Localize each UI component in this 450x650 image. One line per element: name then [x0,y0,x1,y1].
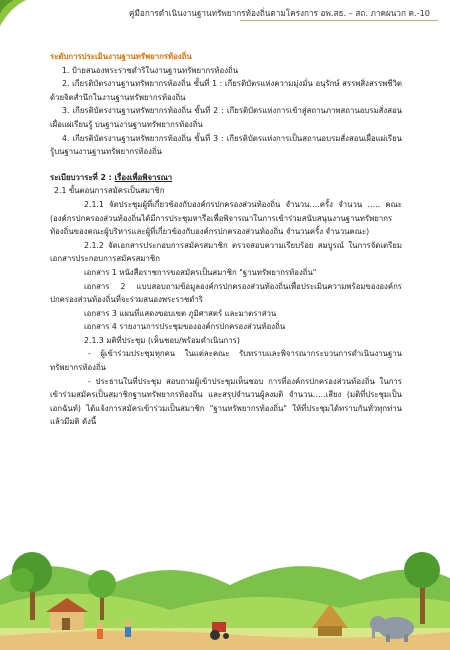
list-item: 1. ป้ายสนองพระราชดำริในงานฐานทรัพยากรท้องถิ่น [62,65,239,75]
bullet-item: - ประธานในที่ประชุม สอบถามผู้เข้าประชุมเห็นชอบ การที่องค์กรปกครองส่วนท้องถิ่น ในการเข้าร่วมสมัครเป็นสมาชิกฐานทรัพยากรท้องถิ่น และสรุปจำนวนผู้ลงมติ จำนวน…..เสียง (มติที่ประชุมเป็นเอกฉันท์) ได้แจ้งการสมัครเข้าร่วมเป็นสมาชิก "ฐานทรัพยากรท้องถิ่น" ให้ที่ประชุมได้ทราบกันทั่วทุกท่านแล้วมีมติ ดังนี้ [50,376,402,427]
section2-heading [50,171,402,185]
list-item: 2. เกียรติบัตรงานฐานทรัพยากรท้องถิ่น ขั้นที่ 1 : เกียรติบัตรแห่งความมุ่งมั่น อนุรักษ์ สรรพสิ่งสรรพชีวิต ด้วยจิตสำนึกในงานฐานทรัพยากรท้องถิ่น [50,79,402,102]
list-item: 3. เกียรติบัตรงานฐานทรัพยากรท้องถิ่น ขั้นที่ 2 : เกียรติบัตรแห่งการเข้าสู่สถานภาพสถานอบรมสั่งสอนเผื่อแผ่เรียนรู้ บนฐานงานฐานทรัพยากรท้องถิ่น [50,106,402,129]
header-divider [240,20,438,21]
bullet-item: - ผู้เข้าร่วมประชุมทุกคน ในแต่ละคณะ รับทราบและพิจารณากระบวนการดำเนินงานฐานทรัพยากรท้องถิ่น [50,349,402,373]
paragraph-2-1-3: 2.1.3 มติที่ประชุม (เห็นชอบ/พร้อมดำเนินการ) [84,335,240,345]
page-content [50,48,402,429]
agenda-topic: เรื่องเพื่อพิจารณา [114,172,173,182]
leaf-ornament-icon [0,0,30,30]
document-item: เอกสาร 3 แผนที่แสดงขอบเขต ภูมิศาสตร์ และมาตราส่วน [84,308,277,318]
document-item: เอกสาร 1 หนังสือราชการขอสมัครเป็นสมาชิก "ฐานทรัพยากรท้องถิ่น" [84,267,317,277]
agenda-label: ระเบียบวาระที่ 2 : [50,172,115,182]
document-item: เอกสาร 4 รายงานการประชุมขององค์กรปกครองส่วนท้องถิ่น [84,322,286,332]
header-title: คู่มือการดำเนินงานฐานทรัพยากรท้องถิ่นตามโครงการ อพ.สธ. – สถ. ภาคผนวก ค.-10 [129,8,430,18]
document-item: เอกสาร 2 แบบสอบถามข้อมูลองค์กรปกครองส่วนท้องถิ่นเพื่อประเมินความพร้อมขององค์กรปกครองส่วนท้องถิ่นที่จะร่วมสนองพระราชดำริ [50,281,402,305]
paragraph-2-1-1: 2.1.1 จัดประชุมผู้ที่เกี่ยวข้องกับองค์กรปกครองส่วนท้องถิ่น จำนวน….ครั้ง จำนวน ….. คณะ (องค์กรปกครองส่วนท้องถิ่นได้มีการประชุมหารือเพื่อพิจารณาในการเข้าร่วมสนับสนุนงานฐานทรัพยากรท้องถิ่นของคณะผู้บริหารและผู้ที่เกี่ยวข้องกับองค์กรปกครองส่วนท้องถิ่น จำนวนครั้ง จำนวนคณะ) [50,199,402,237]
page-header [0,0,450,30]
subsection-title: 2.1 ขั้นตอนการสมัครเป็นสมาชิก [54,186,165,196]
village-landscape-illustration [0,540,450,650]
list-item: 4. เกียรติบัตรงานฐานทรัพยากรท้องถิ่น ขั้นที่ 3 : เกียรติบัตรแห่งการเป็นสถานอบรมสั่งสอนเผื่อแผ่เรียนรู้บนฐานงานฐานทรัพยากรท้องถิ่น [50,133,402,157]
section1-heading: ระดับการประเมินงานฐานทรัพยากรท้องถิ่น [50,52,192,61]
paragraph-2-1-2: 2.1.2 จัดเอกสารประกอบการสมัครสมาชิก ตรวจสอบความเรียบร้อย สมบูรณ์ ในการจัดเตรียมเอกสารประกอบการสมัครสมาชิก [50,240,402,264]
